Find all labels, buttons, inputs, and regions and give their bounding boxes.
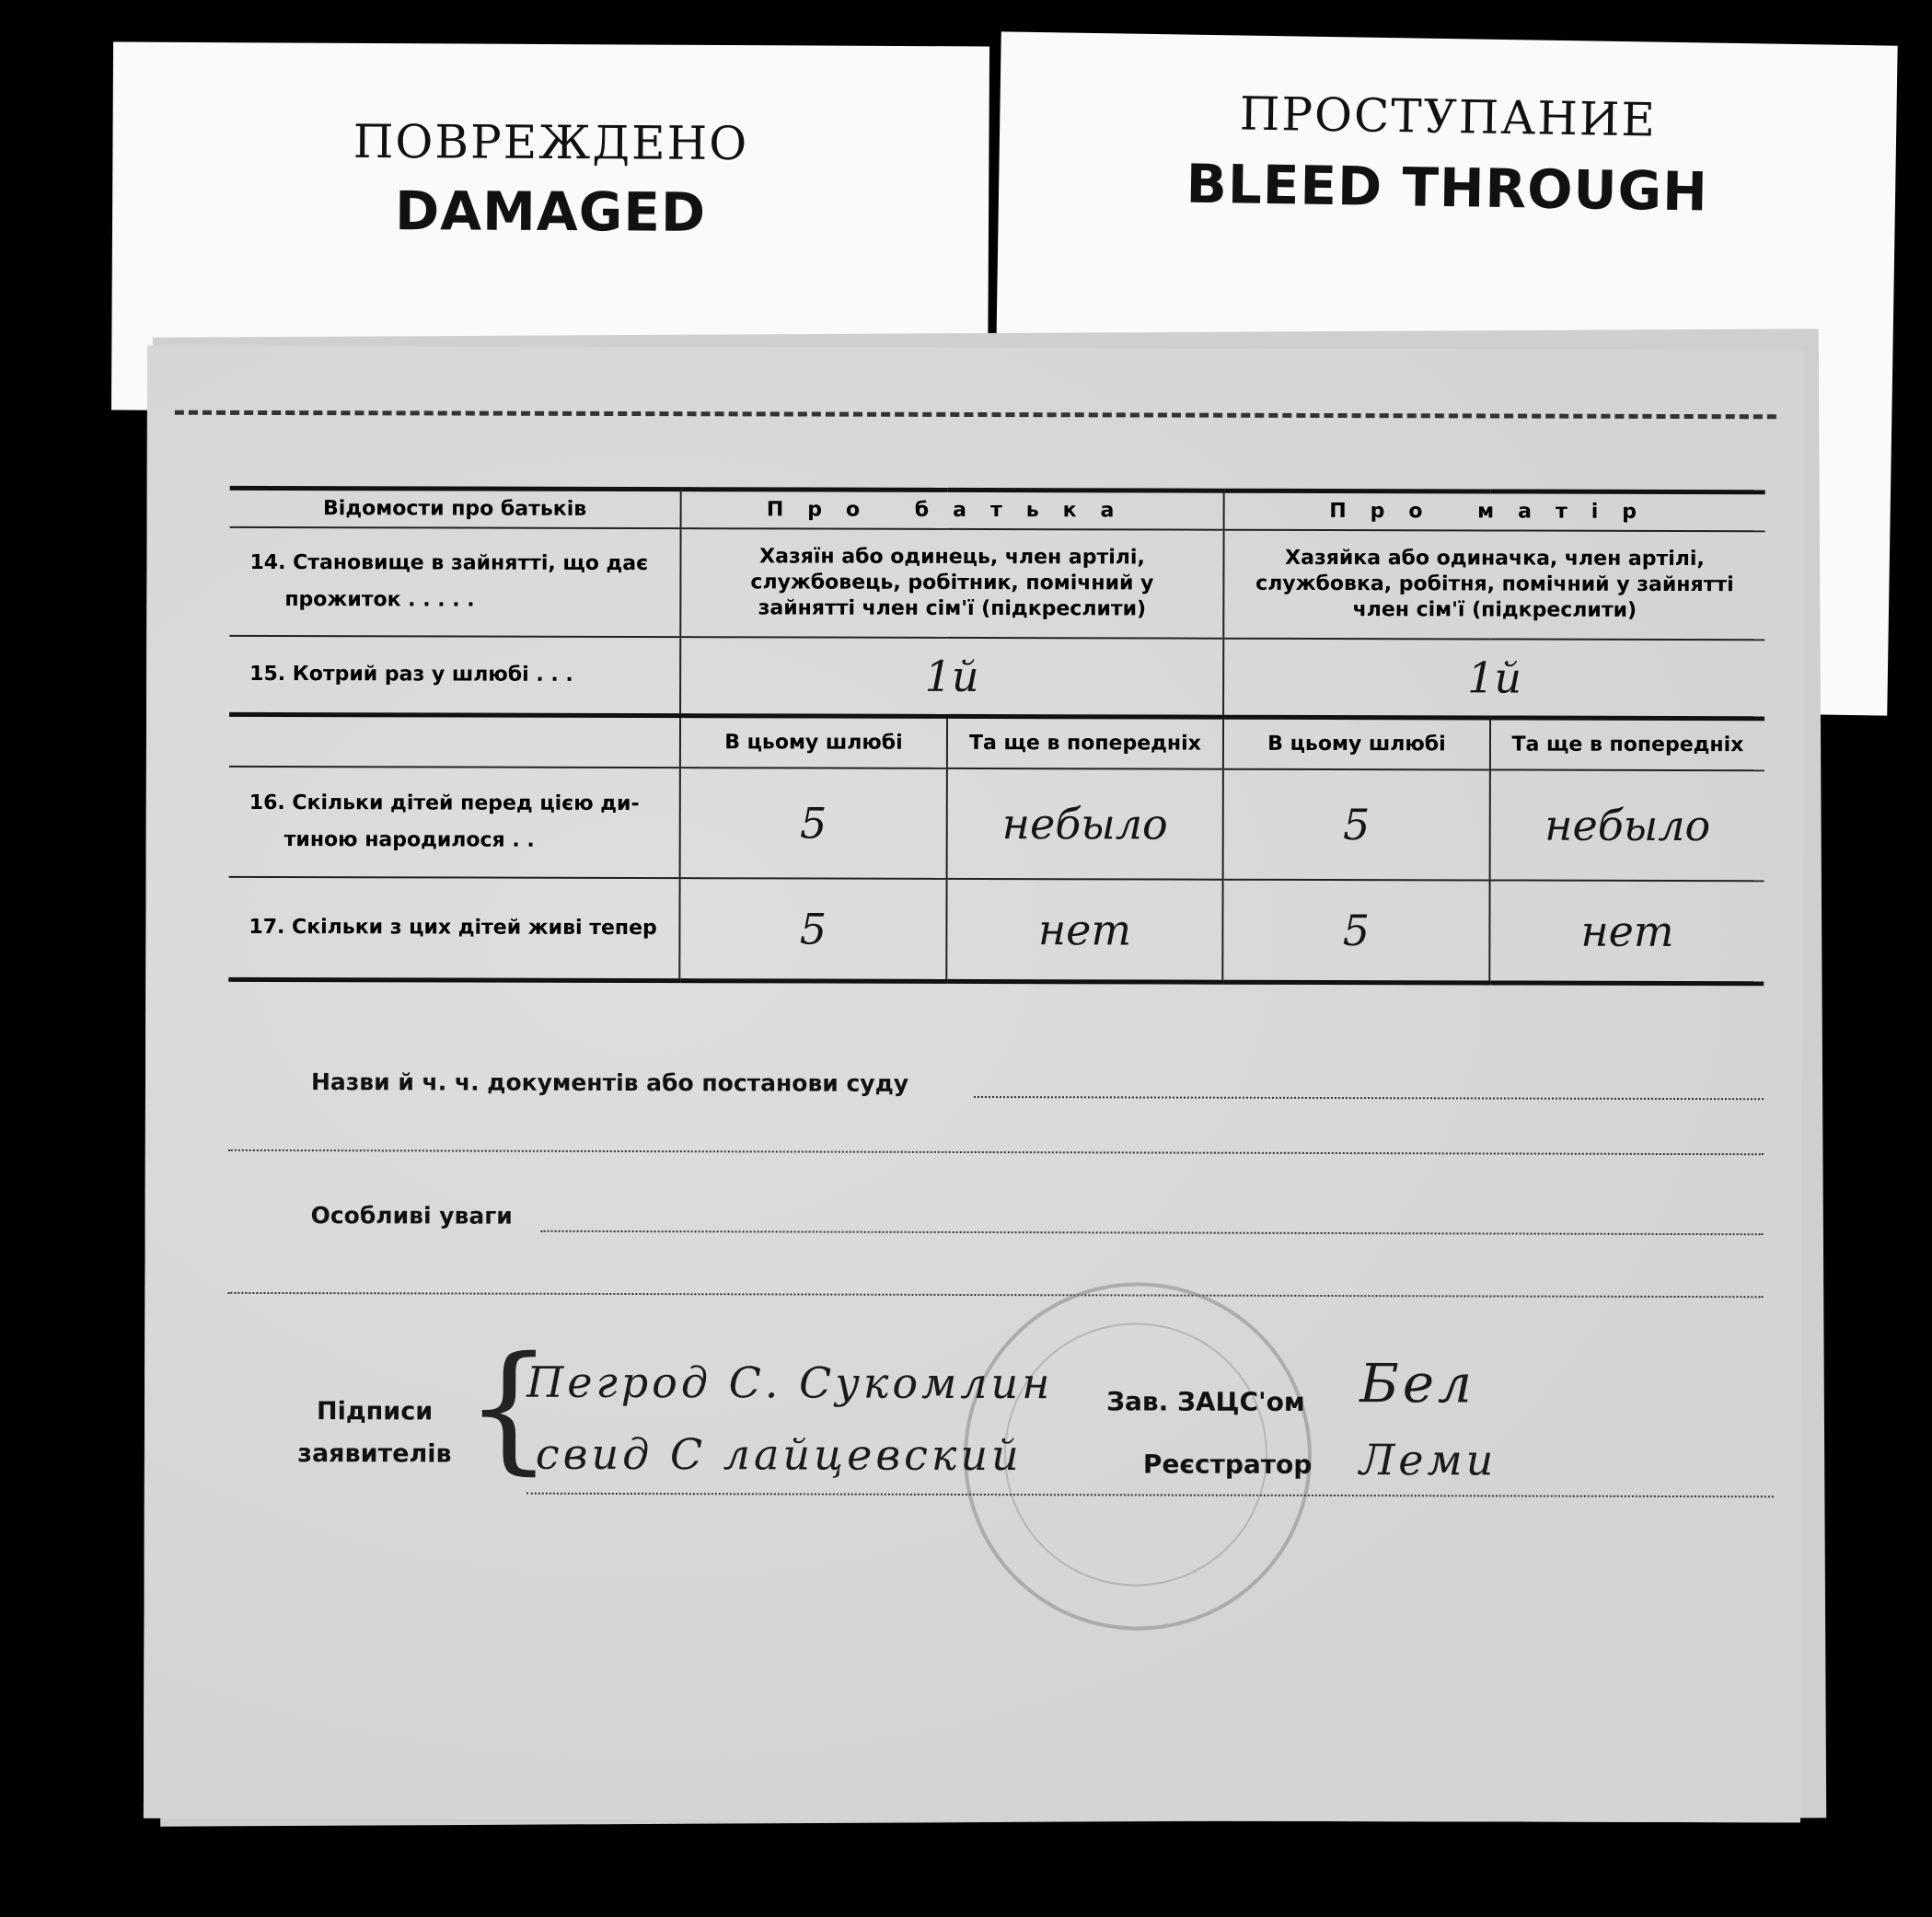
row-15 (229, 635, 1764, 718)
children-subheader-row (229, 714, 1764, 769)
header-mother: Про матір (1224, 491, 1765, 531)
header-parents-info: Відомости про батьків (230, 488, 681, 527)
damaged-card-en: DAMAGED (394, 179, 707, 244)
notes-dotted-line-2 (227, 1292, 1763, 1298)
row-16-mother-prev: небыло (1490, 769, 1764, 881)
documents-field (228, 1068, 1764, 1164)
notes-label: Особливі уваги (310, 1202, 513, 1230)
row-17 (228, 876, 1764, 983)
head-signature: Бел (1359, 1352, 1476, 1415)
row-17-father-this: 5 (679, 878, 946, 982)
damaged-card-ru: ПОВРЕЖДЕНО (353, 114, 749, 171)
documents-label: Назви й ч. ч. документів або постанови суду (310, 1068, 909, 1097)
mother-previous-header: Та ще в попередніх (1490, 718, 1764, 770)
registrar-signature: Леми (1359, 1435, 1498, 1485)
row-16-label-line2: тиною народилося . . (283, 827, 535, 852)
row-14-father: Хазяїн або одинець, член артілі, службовець, робітник, помічний у зайнятті член сім'ї (підкреслити) (680, 528, 1223, 639)
row-14-label (229, 526, 680, 636)
notes-field (227, 1202, 1763, 1307)
row-14-label-line1: 14. Становище в зайнятті, що дає (249, 550, 649, 575)
row-17-mother-prev: нет (1489, 880, 1764, 984)
bleed-through-card-en: BLEED THROUGH (1186, 152, 1709, 224)
father-previous-header: Та ще в попередніх (947, 716, 1223, 768)
row-15-label: 15. Котрий раз у шлюбі . . . (229, 635, 680, 715)
bleed-through-card-ru: ПРОСТУПАНИЕ (1239, 87, 1658, 147)
header-father: Про батька (681, 490, 1224, 530)
documents-dotted-line (974, 1096, 1764, 1100)
signatures-brace: { (464, 1327, 553, 1488)
children-subheader-blank (229, 714, 680, 767)
row-16-mother-this: 5 (1223, 768, 1490, 880)
row-15-mother-value: 1й (1223, 638, 1764, 719)
table-header-row (230, 488, 1765, 530)
applicant-signature-2: свид С лайцевский (535, 1428, 1023, 1481)
father-this-marriage-header: В цьому шлюбі (680, 716, 947, 768)
row-14-mother: Хазяйка або одиначка, член артілі, службовка, робітня, помічний у зайнятті член сім'ї (підкреслити) (1223, 529, 1764, 640)
documents-dotted-line-2 (228, 1149, 1764, 1155)
row-17-father-prev: нет (946, 878, 1222, 982)
row-16 (229, 766, 1764, 880)
registration-form-sheet (144, 346, 1804, 1823)
row-14-label-line2: прожиток . . . . . (284, 587, 475, 612)
mother-this-marriage-header: В цьому шлюбі (1223, 717, 1490, 769)
row-16-father-this: 5 (680, 768, 947, 879)
row-14 (229, 526, 1764, 639)
row-17-mother-this: 5 (1222, 879, 1489, 983)
signatures-label (287, 1391, 462, 1475)
head-role-label: Зав. ЗАЦС'ом (1106, 1386, 1305, 1417)
row-17-label: 17. Скільки з цих дітей живі тепер (228, 876, 679, 980)
row-16-father-prev: небыло (947, 768, 1223, 879)
notes-dotted-line (541, 1230, 1764, 1235)
row-16-label-line1: 16. Скільки дітей перед цією ди- (249, 791, 640, 815)
row-15-father-value: 1й (680, 637, 1223, 718)
applicant-signature-1: Пегрод С. Сукомлин (526, 1357, 1054, 1409)
registrar-role-label: Реєстратор (1142, 1449, 1313, 1480)
row-16-label (229, 766, 680, 877)
parents-info-table (228, 486, 1764, 986)
signatures-label-line2: заявителів (297, 1439, 452, 1469)
perforation-line (175, 410, 1776, 420)
signatures-label-line1: Підписи (316, 1397, 434, 1426)
